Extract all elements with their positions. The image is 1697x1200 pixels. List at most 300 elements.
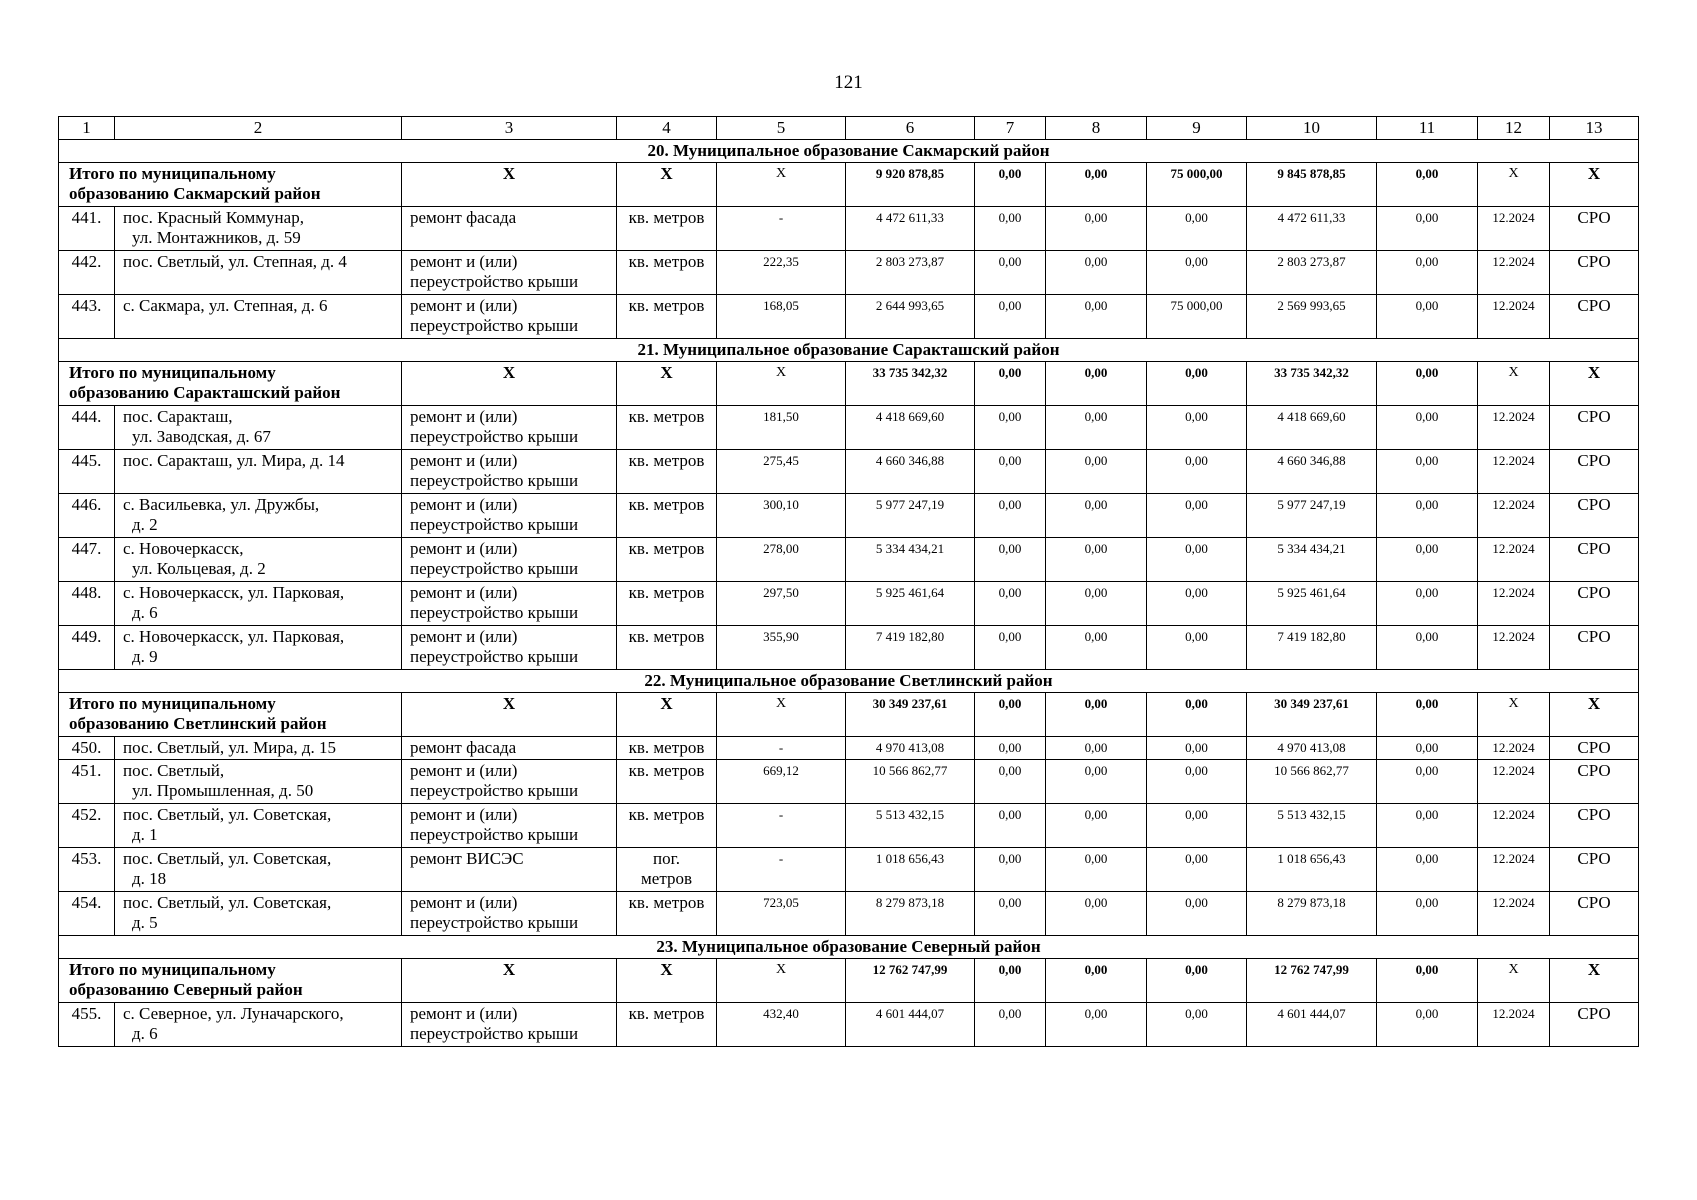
address-line1: пос. Светлый, ул. Советская, <box>123 893 332 912</box>
row-col-13: СРО <box>1550 848 1639 892</box>
unit-cell <box>617 207 717 251</box>
table-row <box>59 737 1639 760</box>
row-col-8: 0,00 <box>1046 538 1147 582</box>
row-col-5: 278,00 <box>717 538 846 582</box>
work-type-cell <box>402 760 617 804</box>
total-col-4: X <box>617 693 717 737</box>
table-row <box>59 295 1639 339</box>
row-col-10: 4 601 444,07 <box>1247 1003 1377 1047</box>
row-col-5: 222,35 <box>717 251 846 295</box>
address-line2: д. 6 <box>132 603 158 622</box>
row-col-9: 0,00 <box>1147 207 1247 251</box>
row-number: 449. <box>59 626 115 670</box>
address-line1: с. Новочеркасск, ул. Парковая, <box>123 583 345 602</box>
row-col-5: 168,05 <box>717 295 846 339</box>
row-col-7: 0,00 <box>975 582 1046 626</box>
total-col-8: 0,00 <box>1046 693 1147 737</box>
row-col-13: СРО <box>1550 450 1639 494</box>
address-line2: ул. Монтажников, д. 59 <box>132 228 301 247</box>
row-col-12: 12.2024 <box>1478 737 1550 760</box>
column-number: 11 <box>1377 117 1478 140</box>
table-row <box>59 626 1639 670</box>
work-type-line2: переустройство крыши <box>410 515 579 534</box>
unit-line1: кв. метров <box>628 495 705 514</box>
unit-line1: кв. метров <box>628 738 705 757</box>
row-col-9: 0,00 <box>1147 848 1247 892</box>
row-col-7: 0,00 <box>975 406 1046 450</box>
address-line1: пос. Саракташ, ул. Мира, д. 14 <box>123 451 345 470</box>
address-cell <box>115 295 402 339</box>
row-col-8: 0,00 <box>1046 626 1147 670</box>
row-col-5: 297,50 <box>717 582 846 626</box>
table-row <box>59 538 1639 582</box>
table-row <box>59 207 1639 251</box>
row-number: 446. <box>59 494 115 538</box>
section-title-row <box>59 670 1639 693</box>
row-col-13: СРО <box>1550 207 1639 251</box>
section-title: 20. Муниципальное образование Сакмарский район <box>59 140 1639 163</box>
column-number: 3 <box>402 117 617 140</box>
row-col-12: 12.2024 <box>1478 848 1550 892</box>
unit-cell <box>617 450 717 494</box>
address-line2: д. 2 <box>132 515 158 534</box>
address-cell <box>115 848 402 892</box>
unit-cell <box>617 804 717 848</box>
row-col-11: 0,00 <box>1377 494 1478 538</box>
row-col-8: 0,00 <box>1046 251 1147 295</box>
total-col-10: 33 735 342,32 <box>1247 362 1377 406</box>
section-title-row <box>59 936 1639 959</box>
address-line1: с. Новочеркасск, ул. Парковая, <box>123 627 345 646</box>
work-type-line2: переустройство крыши <box>410 647 579 666</box>
row-number: 452. <box>59 804 115 848</box>
unit-line1: кв. метров <box>628 539 705 558</box>
total-label-line1: Итого по муниципальному <box>69 164 276 183</box>
column-number: 4 <box>617 117 717 140</box>
section-total-row <box>59 163 1639 207</box>
row-col-9: 0,00 <box>1147 582 1247 626</box>
row-col-13: СРО <box>1550 1003 1639 1047</box>
total-col-4: X <box>617 362 717 406</box>
column-number: 12 <box>1478 117 1550 140</box>
address-cell <box>115 737 402 760</box>
total-col-8: 0,00 <box>1046 362 1147 406</box>
total-label <box>59 959 402 1003</box>
row-col-6: 5 334 434,21 <box>846 538 975 582</box>
address-cell <box>115 450 402 494</box>
total-col-11: 0,00 <box>1377 959 1478 1003</box>
row-col-6: 4 472 611,33 <box>846 207 975 251</box>
table-body <box>59 117 1639 1047</box>
row-number: 441. <box>59 207 115 251</box>
work-type-cell <box>402 251 617 295</box>
row-col-11: 0,00 <box>1377 626 1478 670</box>
unit-cell <box>617 737 717 760</box>
unit-cell <box>617 848 717 892</box>
row-number: 451. <box>59 760 115 804</box>
section-title: 23. Муниципальное образование Северный район <box>59 936 1639 959</box>
address-line1: пос. Светлый, ул. Советская, <box>123 849 332 868</box>
row-col-6: 5 925 461,64 <box>846 582 975 626</box>
unit-line1: кв. метров <box>628 252 705 271</box>
work-type-line1: ремонт и (или) <box>410 451 518 470</box>
row-col-5: - <box>717 848 846 892</box>
column-number: 9 <box>1147 117 1247 140</box>
row-col-13: СРО <box>1550 737 1639 760</box>
row-col-7: 0,00 <box>975 450 1046 494</box>
work-type-cell <box>402 737 617 760</box>
row-col-5: - <box>717 804 846 848</box>
total-col-12: X <box>1478 693 1550 737</box>
row-col-5: - <box>717 207 846 251</box>
total-col-5: X <box>717 693 846 737</box>
row-col-8: 0,00 <box>1046 494 1147 538</box>
work-type-line2: переустройство крыши <box>410 427 579 446</box>
address-cell <box>115 251 402 295</box>
row-col-9: 0,00 <box>1147 626 1247 670</box>
row-col-8: 0,00 <box>1046 848 1147 892</box>
row-col-6: 8 279 873,18 <box>846 892 975 936</box>
row-number: 445. <box>59 450 115 494</box>
row-col-13: СРО <box>1550 626 1639 670</box>
row-col-9: 0,00 <box>1147 804 1247 848</box>
row-col-10: 8 279 873,18 <box>1247 892 1377 936</box>
work-type-line1: ремонт и (или) <box>410 407 518 426</box>
address-line2: д. 5 <box>132 913 158 932</box>
total-label-line1: Итого по муниципальному <box>69 694 276 713</box>
row-number: 450. <box>59 737 115 760</box>
work-type-line2: переустройство крыши <box>410 316 579 335</box>
work-type-line1: ремонт и (или) <box>410 539 518 558</box>
address-cell <box>115 494 402 538</box>
section-total-row <box>59 362 1639 406</box>
row-col-7: 0,00 <box>975 626 1046 670</box>
work-type-line1: ремонт фасада <box>410 208 517 227</box>
row-col-12: 12.2024 <box>1478 406 1550 450</box>
section-title: 22. Муниципальное образование Светлинский район <box>59 670 1639 693</box>
section-title: 21. Муниципальное образование Саракташский район <box>59 339 1639 362</box>
address-cell <box>115 207 402 251</box>
row-col-6: 10 566 862,77 <box>846 760 975 804</box>
row-col-11: 0,00 <box>1377 804 1478 848</box>
column-number: 2 <box>115 117 402 140</box>
address-cell <box>115 804 402 848</box>
row-col-9: 0,00 <box>1147 737 1247 760</box>
address-line1: с. Северное, ул. Луначарского, <box>123 1004 344 1023</box>
table-row <box>59 450 1639 494</box>
row-col-5: 181,50 <box>717 406 846 450</box>
total-col-3: X <box>402 362 617 406</box>
row-col-9: 0,00 <box>1147 406 1247 450</box>
row-col-12: 12.2024 <box>1478 1003 1550 1047</box>
section-total-row <box>59 959 1639 1003</box>
row-col-5: 669,12 <box>717 760 846 804</box>
row-col-9: 0,00 <box>1147 760 1247 804</box>
address-cell <box>115 538 402 582</box>
row-col-6: 2 644 993,65 <box>846 295 975 339</box>
table-row <box>59 1003 1639 1047</box>
row-col-7: 0,00 <box>975 1003 1046 1047</box>
address-line2: д. 18 <box>132 869 167 888</box>
unit-line1: кв. метров <box>628 1004 705 1023</box>
work-type-line1: ремонт и (или) <box>410 627 518 646</box>
column-number: 6 <box>846 117 975 140</box>
total-col-6: 9 920 878,85 <box>846 163 975 207</box>
row-col-13: СРО <box>1550 251 1639 295</box>
work-type-line2: переустройство крыши <box>410 272 579 291</box>
unit-line1: кв. метров <box>628 893 705 912</box>
work-type-line2: переустройство крыши <box>410 603 579 622</box>
row-col-11: 0,00 <box>1377 760 1478 804</box>
total-col-12: X <box>1478 362 1550 406</box>
total-col-7: 0,00 <box>975 362 1046 406</box>
work-type-line1: ремонт и (или) <box>410 761 518 780</box>
row-col-6: 7 419 182,80 <box>846 626 975 670</box>
row-col-9: 0,00 <box>1147 251 1247 295</box>
total-col-9: 75 000,00 <box>1147 163 1247 207</box>
row-col-5: 300,10 <box>717 494 846 538</box>
row-col-6: 5 977 247,19 <box>846 494 975 538</box>
total-col-12: X <box>1478 163 1550 207</box>
address-line1: пос. Светлый, ул. Степная, д. 4 <box>123 252 347 271</box>
row-col-6: 5 513 432,15 <box>846 804 975 848</box>
row-col-7: 0,00 <box>975 892 1046 936</box>
row-col-12: 12.2024 <box>1478 538 1550 582</box>
row-col-12: 12.2024 <box>1478 582 1550 626</box>
work-type-line1: ремонт и (или) <box>410 296 518 315</box>
row-col-5: 355,90 <box>717 626 846 670</box>
row-col-12: 12.2024 <box>1478 626 1550 670</box>
row-col-10: 5 334 434,21 <box>1247 538 1377 582</box>
total-col-10: 12 762 747,99 <box>1247 959 1377 1003</box>
total-col-6: 30 349 237,61 <box>846 693 975 737</box>
address-line2: ул. Заводская, д. 67 <box>132 427 271 446</box>
address-cell <box>115 1003 402 1047</box>
total-label-line2: образованию Светлинский район <box>69 714 327 733</box>
total-col-6: 12 762 747,99 <box>846 959 975 1003</box>
row-number: 454. <box>59 892 115 936</box>
row-col-11: 0,00 <box>1377 295 1478 339</box>
total-col-3: X <box>402 959 617 1003</box>
table-row <box>59 848 1639 892</box>
row-col-13: СРО <box>1550 295 1639 339</box>
table-row <box>59 406 1639 450</box>
row-col-7: 0,00 <box>975 494 1046 538</box>
row-col-10: 4 660 346,88 <box>1247 450 1377 494</box>
work-type-line1: ремонт и (или) <box>410 1004 518 1023</box>
row-col-11: 0,00 <box>1377 892 1478 936</box>
unit-line1: кв. метров <box>628 805 705 824</box>
row-col-12: 12.2024 <box>1478 892 1550 936</box>
total-label <box>59 693 402 737</box>
row-col-13: СРО <box>1550 804 1639 848</box>
row-col-7: 0,00 <box>975 848 1046 892</box>
total-col-11: 0,00 <box>1377 163 1478 207</box>
row-col-13: СРО <box>1550 760 1639 804</box>
unit-line1: кв. метров <box>628 407 705 426</box>
total-col-9: 0,00 <box>1147 362 1247 406</box>
total-label <box>59 362 402 406</box>
section-total-row <box>59 693 1639 737</box>
total-col-13: X <box>1550 959 1639 1003</box>
address-line1: с. Сакмара, ул. Степная, д. 6 <box>123 296 328 315</box>
row-number: 448. <box>59 582 115 626</box>
unit-line1: кв. метров <box>628 451 705 470</box>
total-col-9: 0,00 <box>1147 959 1247 1003</box>
total-col-12: X <box>1478 959 1550 1003</box>
total-col-13: X <box>1550 362 1639 406</box>
address-cell <box>115 892 402 936</box>
total-col-3: X <box>402 163 617 207</box>
page-number: 121 <box>834 72 863 93</box>
section-title-row <box>59 339 1639 362</box>
row-col-8: 0,00 <box>1046 450 1147 494</box>
total-col-7: 0,00 <box>975 693 1046 737</box>
total-col-13: X <box>1550 163 1639 207</box>
table-row <box>59 582 1639 626</box>
table-row <box>59 251 1639 295</box>
column-number: 13 <box>1550 117 1639 140</box>
work-type-cell <box>402 295 617 339</box>
section-title-row <box>59 140 1639 163</box>
work-type-line1: ремонт и (или) <box>410 805 518 824</box>
work-type-cell <box>402 494 617 538</box>
unit-cell <box>617 295 717 339</box>
work-type-line1: ремонт фасада <box>410 738 517 757</box>
work-type-line2: переустройство крыши <box>410 825 579 844</box>
row-number: 443. <box>59 295 115 339</box>
row-col-13: СРО <box>1550 538 1639 582</box>
unit-cell <box>617 538 717 582</box>
row-col-10: 5 925 461,64 <box>1247 582 1377 626</box>
row-col-12: 12.2024 <box>1478 295 1550 339</box>
total-label-line2: образованию Сакмарский район <box>69 184 321 203</box>
row-col-8: 0,00 <box>1046 737 1147 760</box>
row-col-7: 0,00 <box>975 804 1046 848</box>
row-col-7: 0,00 <box>975 760 1046 804</box>
unit-cell <box>617 760 717 804</box>
unit-line1: кв. метров <box>628 208 705 227</box>
address-line1: пос. Светлый, ул. Мира, д. 15 <box>123 738 337 757</box>
work-type-cell <box>402 892 617 936</box>
address-line2: д. 9 <box>132 647 158 666</box>
work-type-cell <box>402 1003 617 1047</box>
total-label <box>59 163 402 207</box>
work-type-line1: ремонт и (или) <box>410 495 518 514</box>
work-type-cell <box>402 406 617 450</box>
total-col-8: 0,00 <box>1046 163 1147 207</box>
row-col-7: 0,00 <box>975 251 1046 295</box>
unit-cell <box>617 582 717 626</box>
row-col-8: 0,00 <box>1046 1003 1147 1047</box>
row-col-9: 0,00 <box>1147 1003 1247 1047</box>
total-col-4: X <box>617 163 717 207</box>
unit-line1: кв. метров <box>628 761 705 780</box>
row-col-10: 4 418 669,60 <box>1247 406 1377 450</box>
work-type-line1: ремонт и (или) <box>410 893 518 912</box>
row-col-11: 0,00 <box>1377 582 1478 626</box>
table-row <box>59 494 1639 538</box>
total-label-line2: образованию Саракташский район <box>69 383 341 402</box>
total-col-13: X <box>1550 693 1639 737</box>
row-col-6: 2 803 273,87 <box>846 251 975 295</box>
work-type-cell <box>402 207 617 251</box>
row-col-7: 0,00 <box>975 295 1046 339</box>
row-col-9: 0,00 <box>1147 892 1247 936</box>
column-number: 5 <box>717 117 846 140</box>
row-number: 444. <box>59 406 115 450</box>
row-col-11: 0,00 <box>1377 737 1478 760</box>
work-type-cell <box>402 848 617 892</box>
address-cell <box>115 406 402 450</box>
total-col-3: X <box>402 693 617 737</box>
row-col-5: 723,05 <box>717 892 846 936</box>
total-col-7: 0,00 <box>975 959 1046 1003</box>
row-col-8: 0,00 <box>1046 406 1147 450</box>
row-number: 455. <box>59 1003 115 1047</box>
row-col-5: - <box>717 737 846 760</box>
work-type-cell <box>402 582 617 626</box>
unit-cell <box>617 251 717 295</box>
row-col-12: 12.2024 <box>1478 207 1550 251</box>
address-cell <box>115 760 402 804</box>
address-line2: ул. Кольцевая, д. 2 <box>132 559 266 578</box>
row-col-11: 0,00 <box>1377 538 1478 582</box>
row-col-8: 0,00 <box>1046 760 1147 804</box>
row-col-5: 275,45 <box>717 450 846 494</box>
unit-line2: метров <box>641 869 692 888</box>
work-type-line2: переустройство крыши <box>410 913 579 932</box>
row-col-10: 5 977 247,19 <box>1247 494 1377 538</box>
row-col-12: 12.2024 <box>1478 804 1550 848</box>
unit-cell <box>617 494 717 538</box>
address-line2: д. 6 <box>132 1024 158 1043</box>
unit-cell <box>617 626 717 670</box>
row-col-7: 0,00 <box>975 207 1046 251</box>
row-col-8: 0,00 <box>1046 295 1147 339</box>
address-line1: с. Новочеркасск, <box>123 539 244 558</box>
work-type-line1: ремонт и (или) <box>410 583 518 602</box>
total-col-4: X <box>617 959 717 1003</box>
row-col-6: 4 601 444,07 <box>846 1003 975 1047</box>
column-number: 7 <box>975 117 1046 140</box>
row-col-11: 0,00 <box>1377 207 1478 251</box>
total-col-10: 9 845 878,85 <box>1247 163 1377 207</box>
column-number-row <box>59 117 1639 140</box>
row-col-7: 0,00 <box>975 538 1046 582</box>
address-cell <box>115 582 402 626</box>
total-col-5: X <box>717 163 846 207</box>
table-row <box>59 892 1639 936</box>
row-col-5: 432,40 <box>717 1003 846 1047</box>
row-col-13: СРО <box>1550 406 1639 450</box>
table-row <box>59 760 1639 804</box>
total-col-6: 33 735 342,32 <box>846 362 975 406</box>
row-col-11: 0,00 <box>1377 1003 1478 1047</box>
unit-line1: кв. метров <box>628 296 705 315</box>
row-col-10: 4 472 611,33 <box>1247 207 1377 251</box>
row-col-10: 2 569 993,65 <box>1247 295 1377 339</box>
column-number: 8 <box>1046 117 1147 140</box>
row-col-13: СРО <box>1550 582 1639 626</box>
row-col-12: 12.2024 <box>1478 450 1550 494</box>
address-line2: ул. Промышленная, д. 50 <box>132 781 314 800</box>
row-col-11: 0,00 <box>1377 450 1478 494</box>
table-row <box>59 804 1639 848</box>
unit-cell <box>617 1003 717 1047</box>
row-col-10: 10 566 862,77 <box>1247 760 1377 804</box>
row-col-6: 4 660 346,88 <box>846 450 975 494</box>
